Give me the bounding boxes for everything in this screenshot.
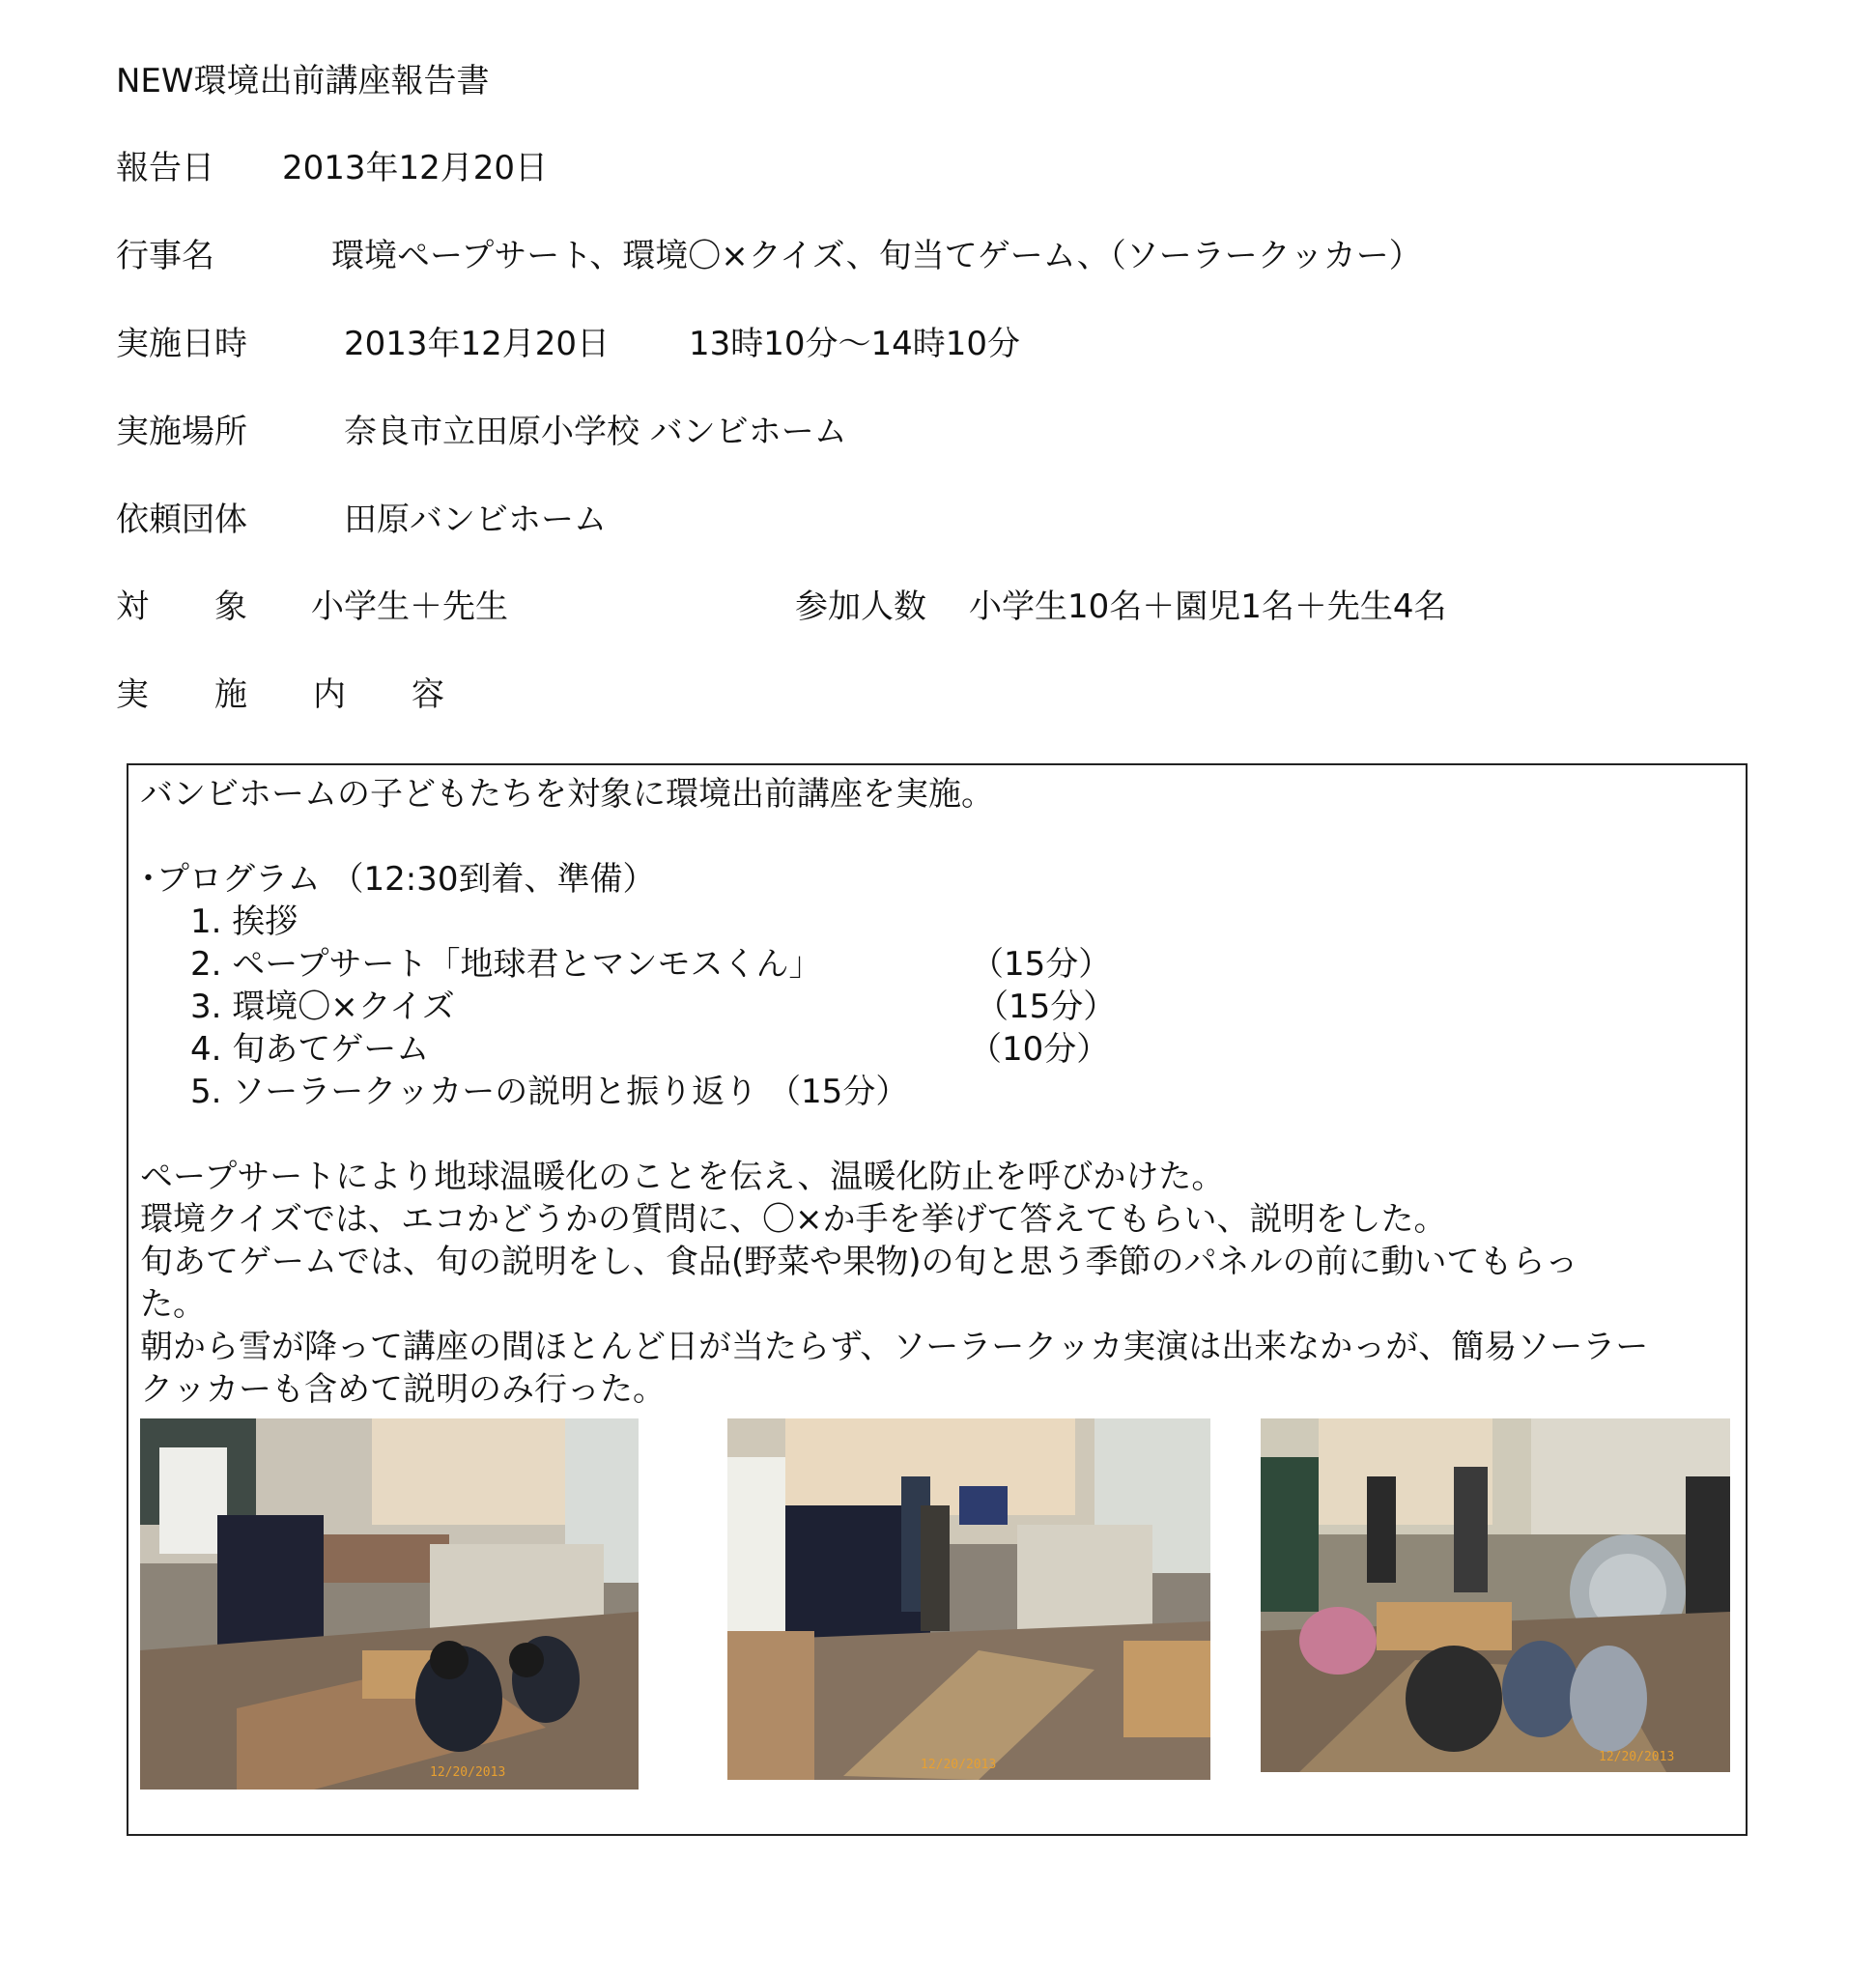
paragraph-line: 旬あてゲームでは、旬の説明をし、食品(野菜や果物)の旬と思う季節のパネルの前に動いてもらっ bbox=[140, 1243, 1578, 1281]
program-item: 3. 環境〇×クイズ bbox=[190, 988, 455, 1026]
program-item: 4. 旬あてゲーム bbox=[190, 1030, 430, 1069]
document-title: NEW環境出前講座報告書 bbox=[116, 62, 490, 100]
program-duration: （15分） bbox=[971, 945, 1112, 984]
place-label: 実施場所 bbox=[116, 413, 247, 451]
participants-label: 参加人数 bbox=[795, 587, 926, 626]
participants-value: 小学生10名＋園児1名＋先生4名 bbox=[969, 587, 1447, 626]
classroom-photo bbox=[727, 1418, 1210, 1780]
report-date-value: 2013年12月20日 bbox=[282, 149, 549, 187]
classroom-photo-image bbox=[1261, 1418, 1730, 1772]
content-box bbox=[127, 763, 1748, 1836]
classroom-photo bbox=[140, 1418, 639, 1790]
requester-label: 依頼団体 bbox=[116, 501, 247, 539]
datetime-date: 2013年12月20日 bbox=[344, 325, 611, 363]
program-heading: ･プログラム （12:30到着、準備） bbox=[140, 860, 656, 899]
content-label: 実 施 内 容 bbox=[116, 675, 444, 714]
paragraph-line: 環境クイズでは、エコかどうかの質問に、〇×か手を挙げて答えてもらい、説明をした。 bbox=[140, 1200, 1447, 1239]
datetime-time: 13時10分～14時10分 bbox=[689, 325, 1021, 363]
program-duration: （10分） bbox=[969, 1030, 1110, 1069]
paragraph-line: ペープサートにより地球温暖化のことを伝え、温暖化防止を呼びかけた。 bbox=[140, 1158, 1225, 1196]
paragraph-line: た。 bbox=[140, 1285, 206, 1324]
event-label: 行事名 bbox=[116, 237, 214, 275]
paragraph-line: クッカーも含めて説明のみ行った。 bbox=[140, 1370, 666, 1409]
target-label: 対 象 bbox=[116, 587, 247, 626]
classroom-photo-image bbox=[140, 1418, 639, 1790]
paragraph-line: 朝から雪が降って講座の間ほとんど日が当たらず、ソーラークッカ実演は出来なかっが、簡易ソーラー bbox=[140, 1328, 1649, 1366]
program-duration: （15分） bbox=[976, 988, 1117, 1026]
place-value: 奈良市立田原小学校 バンビホーム bbox=[344, 413, 847, 451]
photo-date-stamp: 12/20/2013 bbox=[430, 1765, 506, 1780]
program-item: 1. 挨拶 bbox=[190, 902, 298, 941]
requester-value: 田原バンビホーム bbox=[344, 501, 607, 539]
event-name: 環境ペープサート、環境〇×クイズ、旬当てゲーム、（ソーラークッカー） bbox=[331, 237, 1422, 275]
classroom-photo-image bbox=[727, 1418, 1210, 1780]
datetime-label: 実施日時 bbox=[116, 325, 247, 363]
intro-text: バンビホームの子どもたちを対象に環境出前講座を実施。 bbox=[140, 775, 994, 814]
classroom-photo bbox=[1261, 1418, 1730, 1772]
photo-date-stamp: 12/20/2013 bbox=[1599, 1750, 1675, 1764]
photo-date-stamp: 12/20/2013 bbox=[921, 1758, 997, 1772]
target-value: 小学生＋先生 bbox=[311, 587, 508, 626]
report-date-label: 報告日 bbox=[116, 149, 214, 187]
program-item: 2. ペープサート「地球君とマンモスくん」 bbox=[190, 945, 822, 984]
program-item: 5. ソーラークッカーの説明と振り返り （15分） bbox=[190, 1073, 909, 1111]
